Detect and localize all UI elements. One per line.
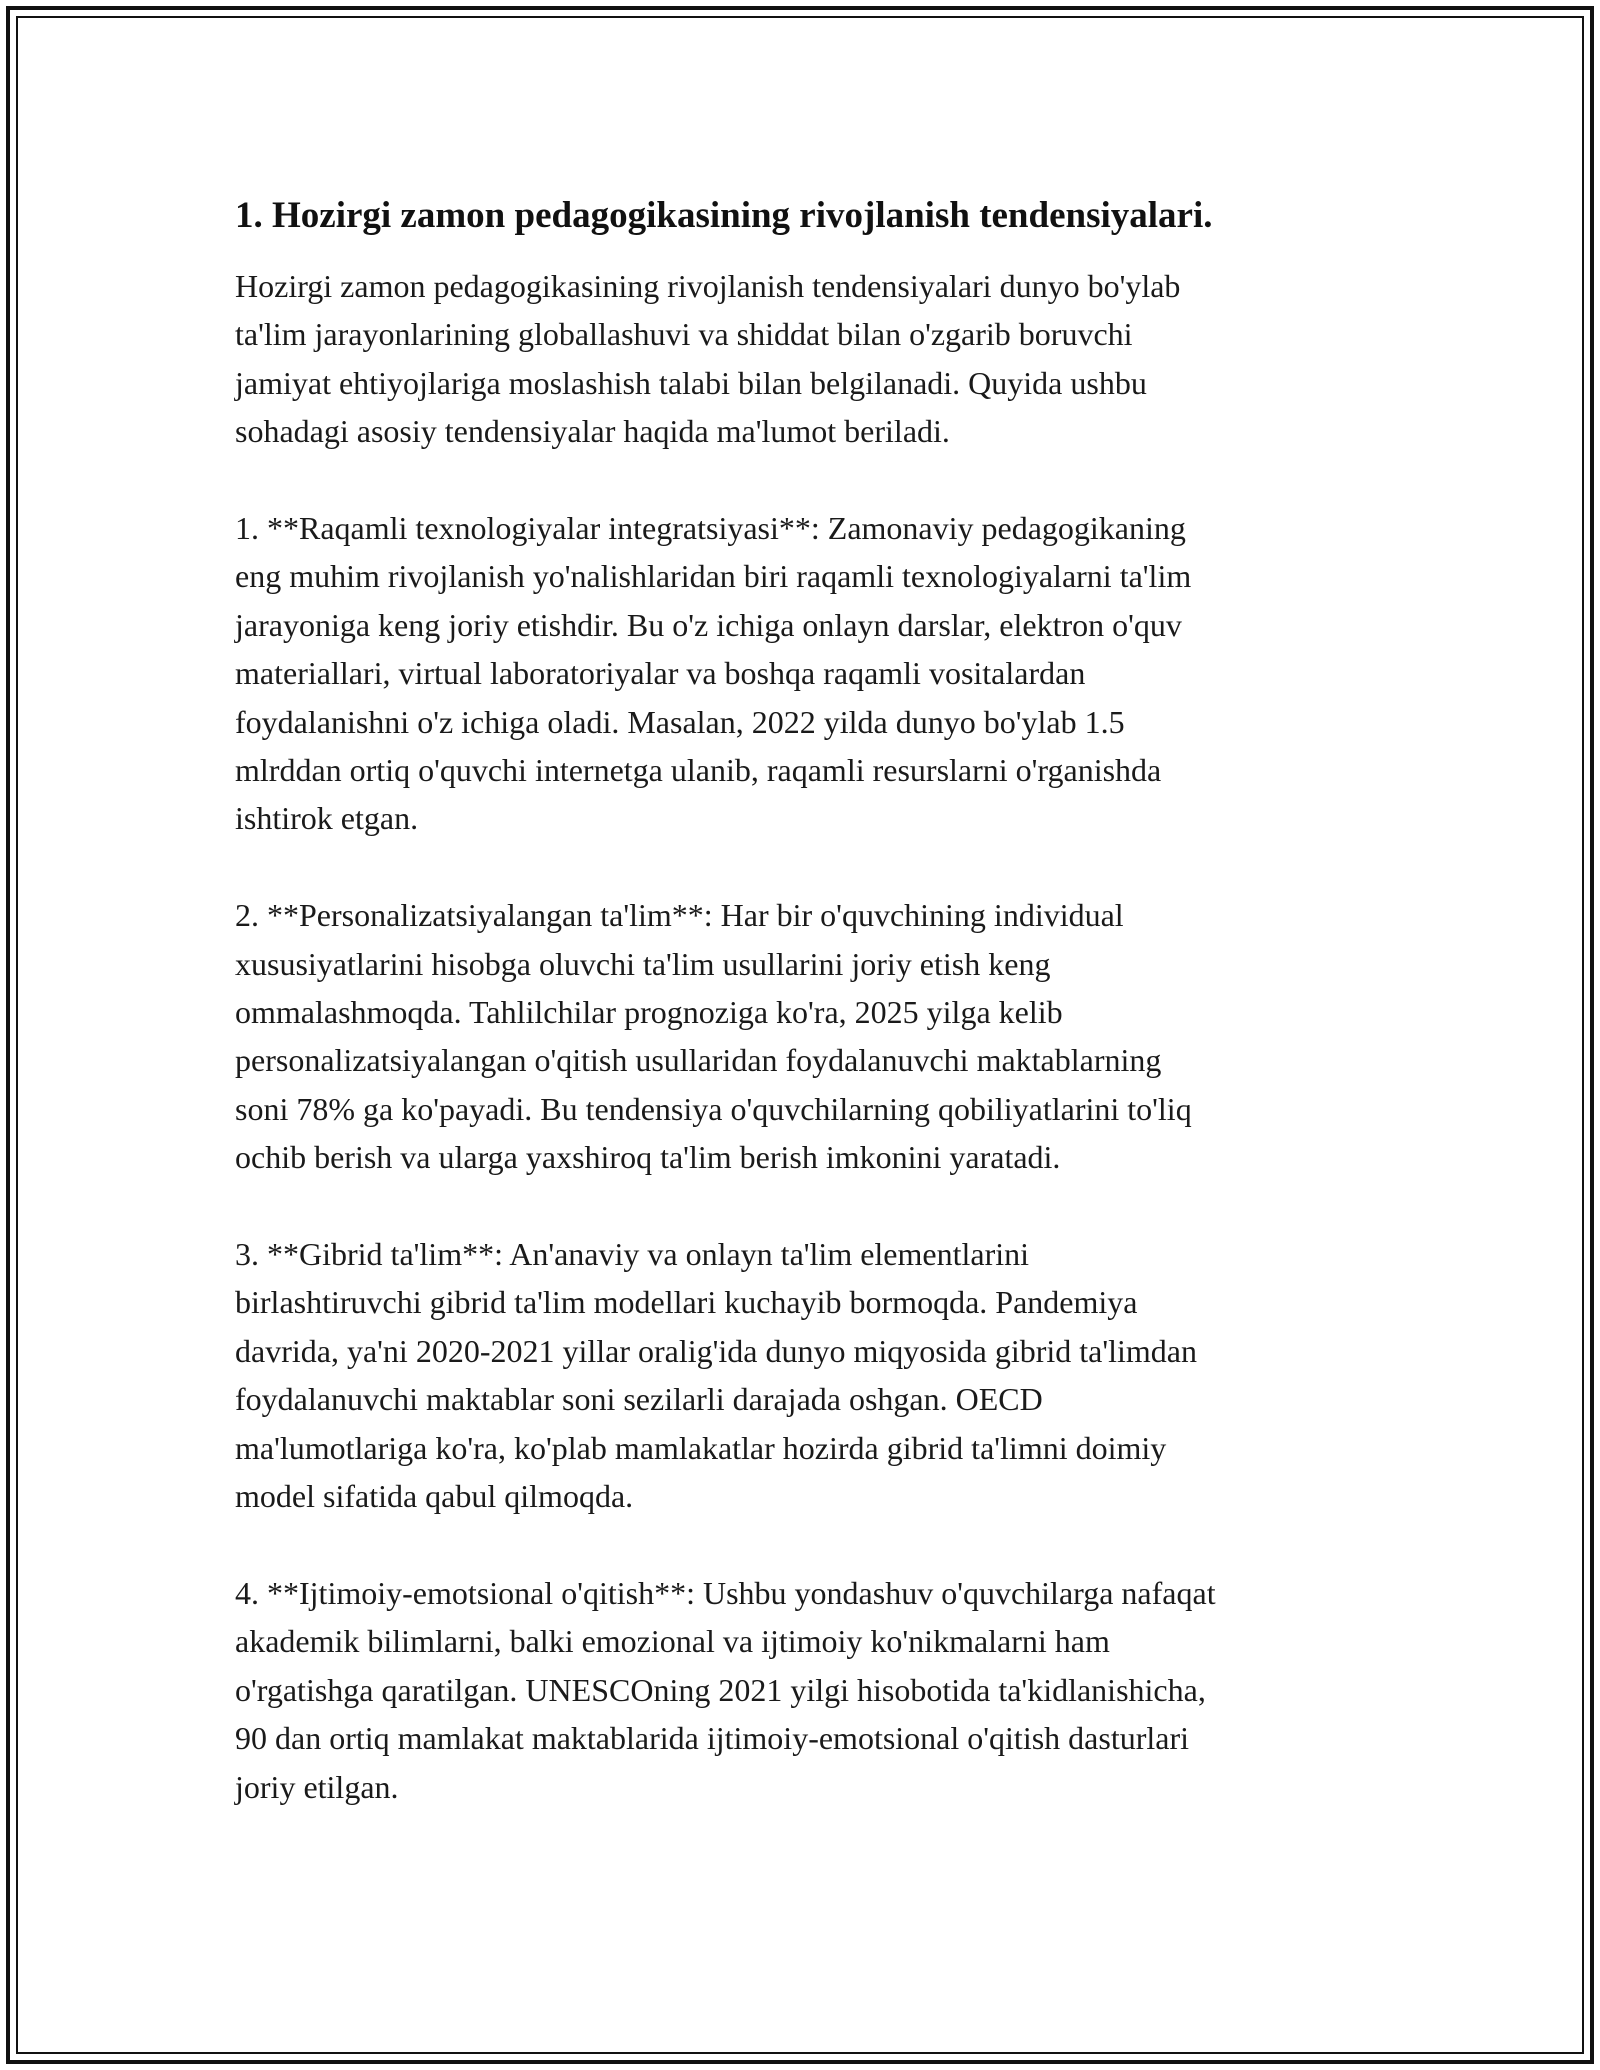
text-line: xususiyatlarini hisobga oluvchi ta'lim usullarini joriy etish keng xyxy=(235,945,1051,982)
text-line: 2. **Personalizatsiyalangan ta'lim**: Har bir o'quvchining individual xyxy=(235,897,1124,934)
text-line: mlrddan ortiq o'quvchi internetga ulanib, raqamli resurslarni o'rganishda xyxy=(235,752,1162,789)
text-line: foydalanishni o'z ichiga oladi. Masalan, 2022 yilda dunyo bo'ylab 1.5 xyxy=(235,703,1125,740)
text-line: Hozirgi zamon pedagogikasining rivojlanish tendensiyalari dunyo bo'ylab xyxy=(235,268,1181,304)
section-personalized-learning xyxy=(235,891,1375,1181)
text-line: davrida, ya'ni 2020-2021 yillar oralig'ida dunyo miqyosida gibrid ta'limdan xyxy=(235,1332,1197,1369)
section-hybrid-learning xyxy=(235,1230,1375,1520)
text-line: ma'lumotlariga ko'ra, ko'plab mamlakatlar hozirda gibrid ta'limni doimiy xyxy=(235,1429,1167,1466)
text-line: ochib berish va ularga yaxshiroq ta'lim berish imkonini yaratadi. xyxy=(235,1139,1061,1176)
paragraph-gap xyxy=(235,456,1375,504)
text-line: o'rgatishga qaratilgan. UNESCOning 2021 yilgi hisobotida ta'kidlanishicha, xyxy=(235,1671,1206,1708)
text-line: model sifatida qabul qilmoqda. xyxy=(235,1478,634,1515)
text-line: foydalanuvchi maktablar soni sezilarli darajada oshgan. OECD xyxy=(235,1381,1043,1418)
text-line: 3. **Gibrid ta'lim**: An'anaviy va onlayn ta'lim elementlarini xyxy=(235,1236,1030,1273)
text-line: joriy etilgan. xyxy=(235,1768,399,1805)
text-line: akademik bilimlarni, balki emozional va ijtimoiy ko'nikmalarni ham xyxy=(235,1623,1110,1660)
paragraph-gap xyxy=(235,1521,1375,1569)
text-line: ommalashmoqda. Tahlilchilar prognoziga ko'ra, 2025 yilga kelib xyxy=(235,994,1063,1031)
text-line: jarayoniga keng joriy etishdir. Bu o'z ichiga onlayn darslar, elektron o'quv xyxy=(235,606,1182,643)
text-line: sohadagi asosiy tendensiyalar haqida ma'lumot beriladi. xyxy=(235,413,950,450)
text-line: eng muhim rivojlanish yo'nalishlaridan biri raqamli texnologiyalarni ta'lim xyxy=(235,558,1192,595)
text-line: personalizatsiyalangan o'qitish usullaridan foydalanuvchi maktablarning xyxy=(235,1042,1162,1079)
paragraph-gap xyxy=(235,1182,1375,1230)
text-line: 1. **Raqamli texnologiyalar integratsiyasi**: Zamonaviy pedagogikaning xyxy=(235,510,1186,547)
text-line: 90 dan ortiq mamlakat maktablarida ijtimoiy-emotsional o'qitish dasturlari xyxy=(235,1720,1189,1757)
text-line: 4. **Ijtimoiy-emotsional o'qitish**: Ushbu yondashuv o'quvchilarga nafaqat xyxy=(235,1574,1216,1611)
section-social-emotional-learning xyxy=(235,1569,1375,1811)
section-digital-technologies xyxy=(235,504,1375,843)
intro-paragraph xyxy=(235,262,1375,456)
text-line: birlashtiruvchi gibrid ta'lim modellari kuchayib bormoqda. Pandemiya xyxy=(235,1284,1138,1321)
text-line: ta'lim jarayonlarining globallashuvi va shiddat bilan o'zgarib boruvchi xyxy=(235,316,1133,353)
document-title: 1. Hozirgi zamon pedagogikasining rivojlanish tendensiyalari. xyxy=(235,195,1213,236)
paragraph-gap xyxy=(235,843,1375,891)
text-line: materiallari, virtual laboratoriyalar va boshqa raqamli vositalardan xyxy=(235,655,1086,692)
text-line: soni 78% ga ko'payadi. Bu tendensiya o'quvchilarning qobiliyatlarini to'liq xyxy=(235,1090,1192,1127)
text-line: ishtirok etgan. xyxy=(235,800,419,837)
document-body xyxy=(235,188,1375,1811)
text-line: jamiyat ehtiyojlariga moslashish talabi bilan belgilanadi. Quyida ushbu xyxy=(235,364,1147,401)
